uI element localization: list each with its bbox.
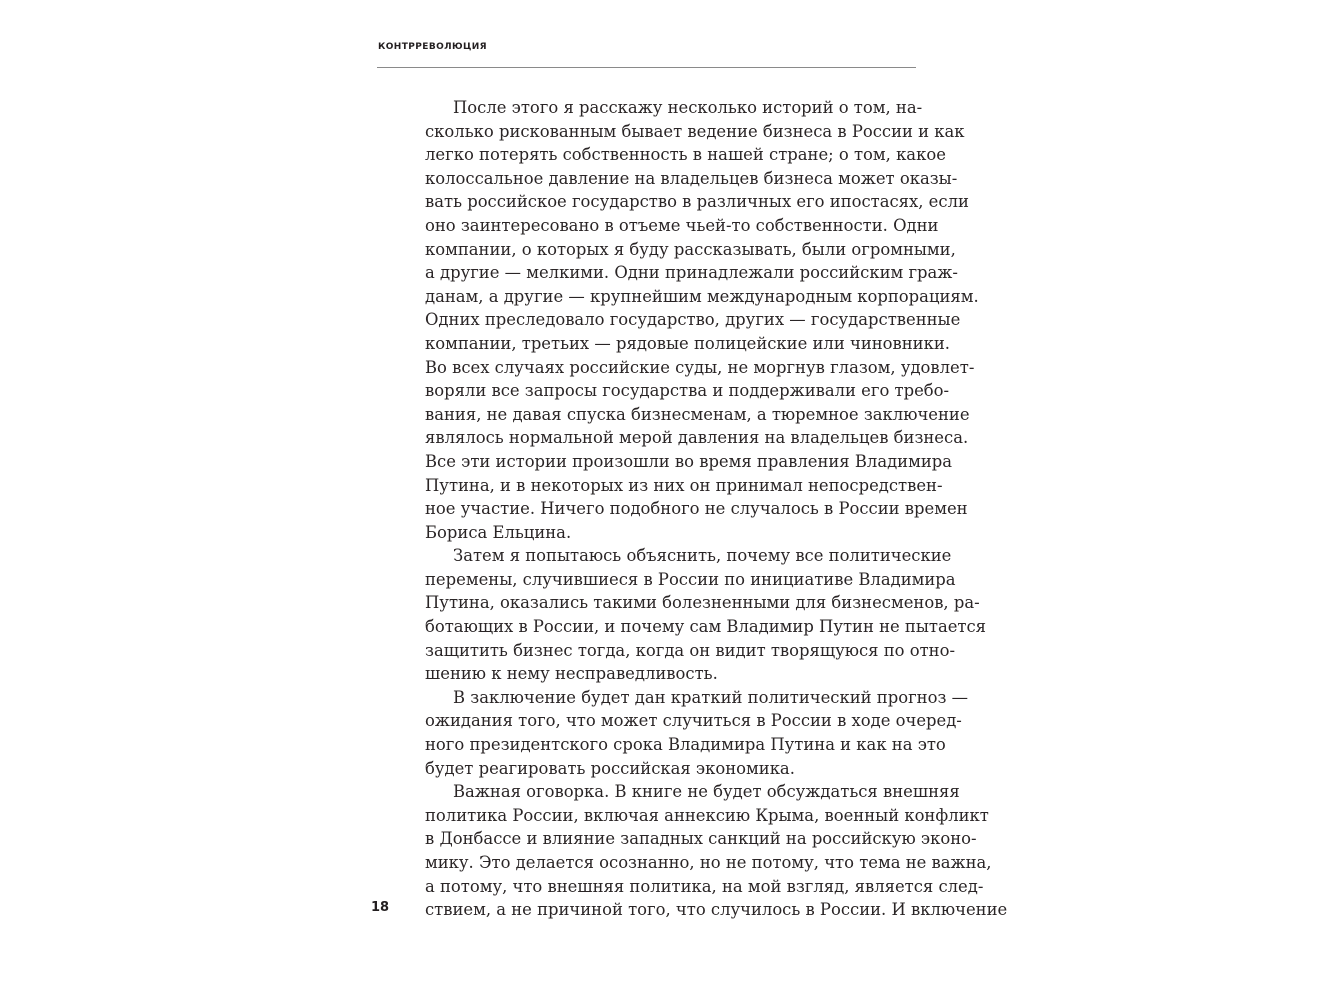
text-line: Во всех случаях российские суды, не моргнув глазом, удовлет- <box>425 357 975 377</box>
text-line: Важная оговорка. В книге не будет обсуждаться внешняя <box>453 782 960 802</box>
text-line: шению к нему несправедливость. <box>425 664 718 684</box>
text-line: Путина, и в некоторых из них он принимал непосредствен- <box>425 475 943 495</box>
text-line: Все эти истории произошли во время правления Владимира <box>425 451 953 471</box>
text-line: ботающих в России, и почему сам Владимир Путин не пытается <box>425 617 987 637</box>
text-line: в Донбассе и влияние западных санкций на российскую эконо- <box>425 829 977 849</box>
text-line: ожидания того, что может случиться в России в ходе очеред- <box>425 711 962 731</box>
text-line: компании, третьих — рядовые полицейские или чиновники. <box>425 333 950 353</box>
header-rule <box>377 67 916 68</box>
text-line: оно заинтересовано в отъеме чьей-то собственности. Одни <box>425 215 939 235</box>
text-line: являлось нормальной мерой давления на владельцев бизнеса. <box>425 428 969 448</box>
body-text <box>425 96 1008 922</box>
text-line: а потому, что внешняя политика, на мой взгляд, является след- <box>425 876 984 896</box>
text-line: будет реагировать российская экономика. <box>425 758 795 778</box>
text-line: мику. Это делается осознанно, но не потому, что тема не важна, <box>425 853 992 872</box>
text-line: колоссальное давление на владельцев бизнеса может оказы- <box>425 168 958 188</box>
text-line: политика России, включая аннексию Крыма, военный конфликт <box>425 805 989 825</box>
text-line: компании, о которых я буду рассказывать, были огромными, <box>425 239 956 259</box>
text-line: ное участие. Ничего подобного не случалось в России времен <box>425 499 968 519</box>
text-line: вания, не давая спуска бизнесменам, а тюремное заключение <box>425 404 970 424</box>
text-line: вать российское государство в различных его ипостасях, если <box>425 192 969 212</box>
text-line: воряли все запросы государства и поддерживали его требо- <box>425 381 950 401</box>
text-line: данам, а другие — крупнейшим международным корпорациям. <box>425 286 979 306</box>
page-number: 18 <box>371 900 390 915</box>
text-line: Затем я попытаюсь объяснить, почему все политические <box>453 546 952 566</box>
text-line: перемены, случившиеся в России по инициативе Владимира <box>425 569 956 589</box>
text-line: ного президентского срока Владимира Путина и как на это <box>425 735 946 755</box>
text-line: защитить бизнес тогда, когда он видит творящуюся по отно- <box>425 640 955 660</box>
text-line: После этого я расскажу несколько историй о том, на- <box>453 98 923 117</box>
text-line: легко потерять собственность в нашей стране; о том, какое <box>425 145 946 165</box>
text-line: Бориса Ельцина. <box>425 522 572 542</box>
text-line: а другие — мелкими. Одни принадлежали российским граж- <box>425 263 958 283</box>
text-line: ствием, а не причиной того, что случилось в России. И включение <box>425 900 1008 920</box>
text-line: В заключение будет дан краткий политический прогноз — <box>453 687 968 707</box>
text-line: сколько рискованным бывает ведение бизнеса в России и как <box>425 121 965 141</box>
text-line: Путина, оказались такими болезненными для бизнесменов, ра- <box>425 593 980 613</box>
text-line: Одних преследовало государство, других — государственные <box>425 310 961 330</box>
running-header: КОНТРРЕВОЛЮЦИЯ <box>378 42 487 52</box>
